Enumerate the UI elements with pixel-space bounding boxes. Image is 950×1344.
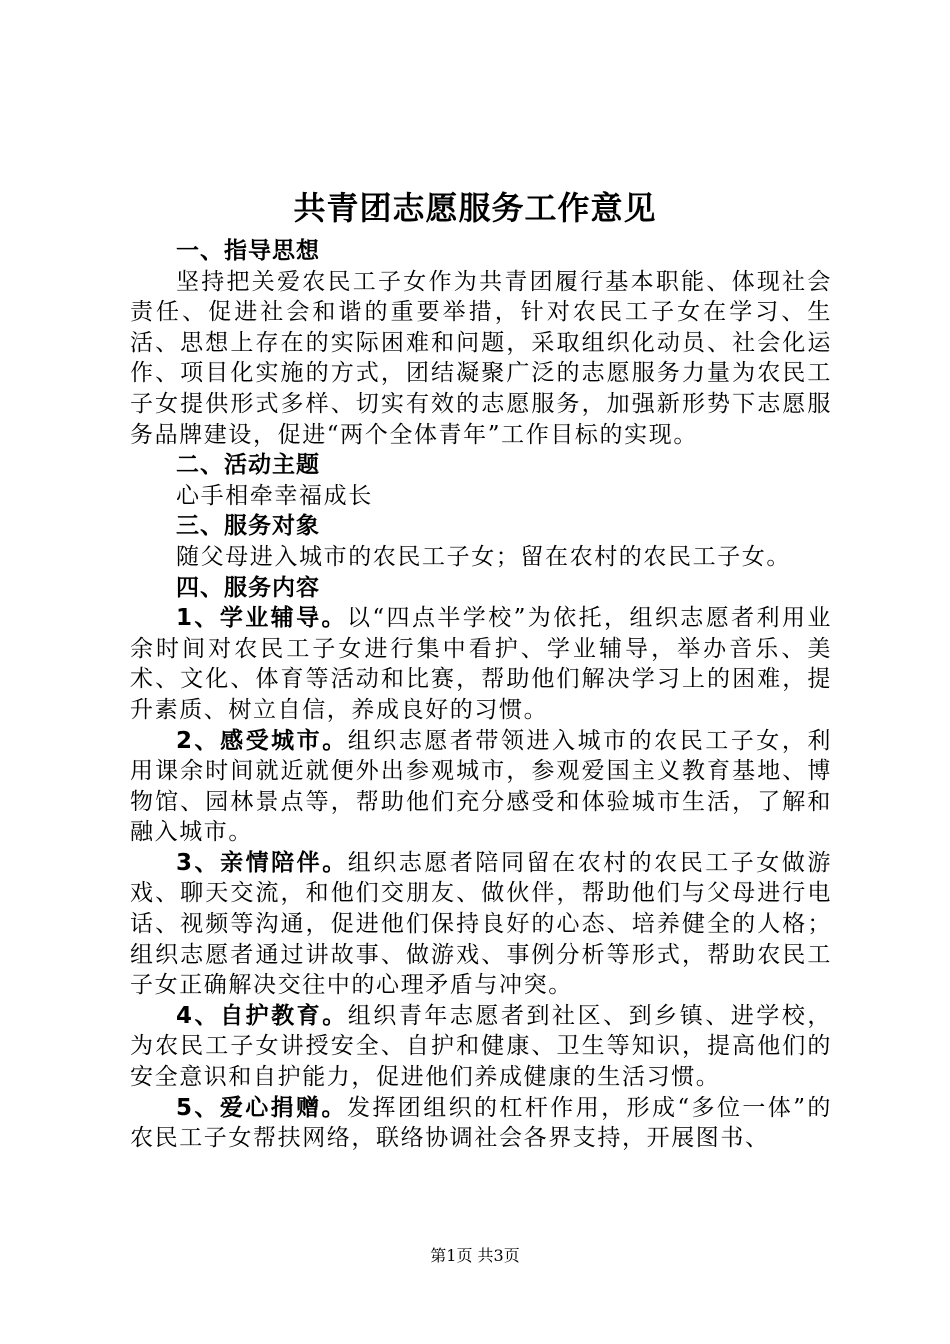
service-item xyxy=(130,603,832,725)
service-item-text: 组织志愿者带领进入城市的农民工子女，利用课余时间就近就便外出参观城市，参观爱国主义教育基地、博物馆、园林景点等，帮助他们充分感受和体验城市生活，了解和融入城市。 xyxy=(130,727,832,846)
service-item xyxy=(130,1001,832,1093)
service-item-text: 组织志愿者陪同留在农村的农民工子女做游戏、聊天交流，和他们交朋友、做伙伴，帮助他们与父母进行电话、视频等沟通，促进他们保持良好的心态、培养健全的人格；组织志愿者通过讲故事、做游戏、事例分析等形式，帮助农民工子女正确解决交往中的心理矛盾与冲突。 xyxy=(130,849,832,999)
document-body xyxy=(130,236,832,1154)
service-item xyxy=(130,848,832,1001)
service-item-lead: 3、亲情陪伴。 xyxy=(176,849,348,876)
service-item xyxy=(130,726,832,848)
section-heading: 二、活动主题 xyxy=(176,452,320,479)
service-item-lead: 5、爱心捐赠。 xyxy=(176,1094,347,1121)
section-heading: 一、指导思想 xyxy=(176,238,320,264)
page-number-footer: 第1页 共3页 xyxy=(430,1246,520,1265)
section-paragraph: 坚持把关爱农民工子女作为共青团履行基本职能、体现社会责任、促进社会和谐的重要举措，针对农民工子女在学习、生活、思想上存在的实际困难和问题，采取组织化动员、社会化运作、项目化实施的方式，团结凝聚广泛的志愿服务力量为农民工子女提供形式多样、切实有效的志愿服务，加强新形势下志愿服务品牌建设，促进“两个全体青年”工作目标的实现。 xyxy=(130,268,832,448)
section-paragraph: 心手相牵幸福成长 xyxy=(176,482,373,509)
document-title: 共青团志愿服务工作意见 xyxy=(293,189,657,227)
service-item-lead: 1、学业辅导。 xyxy=(176,605,347,632)
service-item xyxy=(130,1093,832,1154)
section-heading: 四、服务内容 xyxy=(176,574,320,601)
section-heading: 三、服务对象 xyxy=(176,513,320,540)
section-paragraph: 随父母进入城市的农民工子女；留在农村的农民工子女。 xyxy=(176,543,791,570)
service-item-lead: 2、感受城市。 xyxy=(176,727,348,754)
service-item-text: 发挥团组织的杠杆作用，形成“多位一体”的农民工子女帮扶网络，联络协调社会各界支持，开展图书、 xyxy=(130,1094,832,1152)
service-item-lead: 4、自护教育。 xyxy=(176,1002,348,1029)
service-item-text: 以“四点半学校”为依托，组织志愿者利用业余时间对农民工子女进行集中看护、学业辅导，举办音乐、美术、文化、体育等活动和比赛，帮助他们解决学习上的困难，提升素质、树立自信，养成良好的习惯。 xyxy=(130,605,832,723)
service-item-text: 组织青年志愿者到社区、到乡镇、进学校，为农民工子女讲授安全、自护和健康、卫生等知识，提高他们的安全意识和自护能力，促进他们养成健康的生活习惯。 xyxy=(130,1002,832,1091)
